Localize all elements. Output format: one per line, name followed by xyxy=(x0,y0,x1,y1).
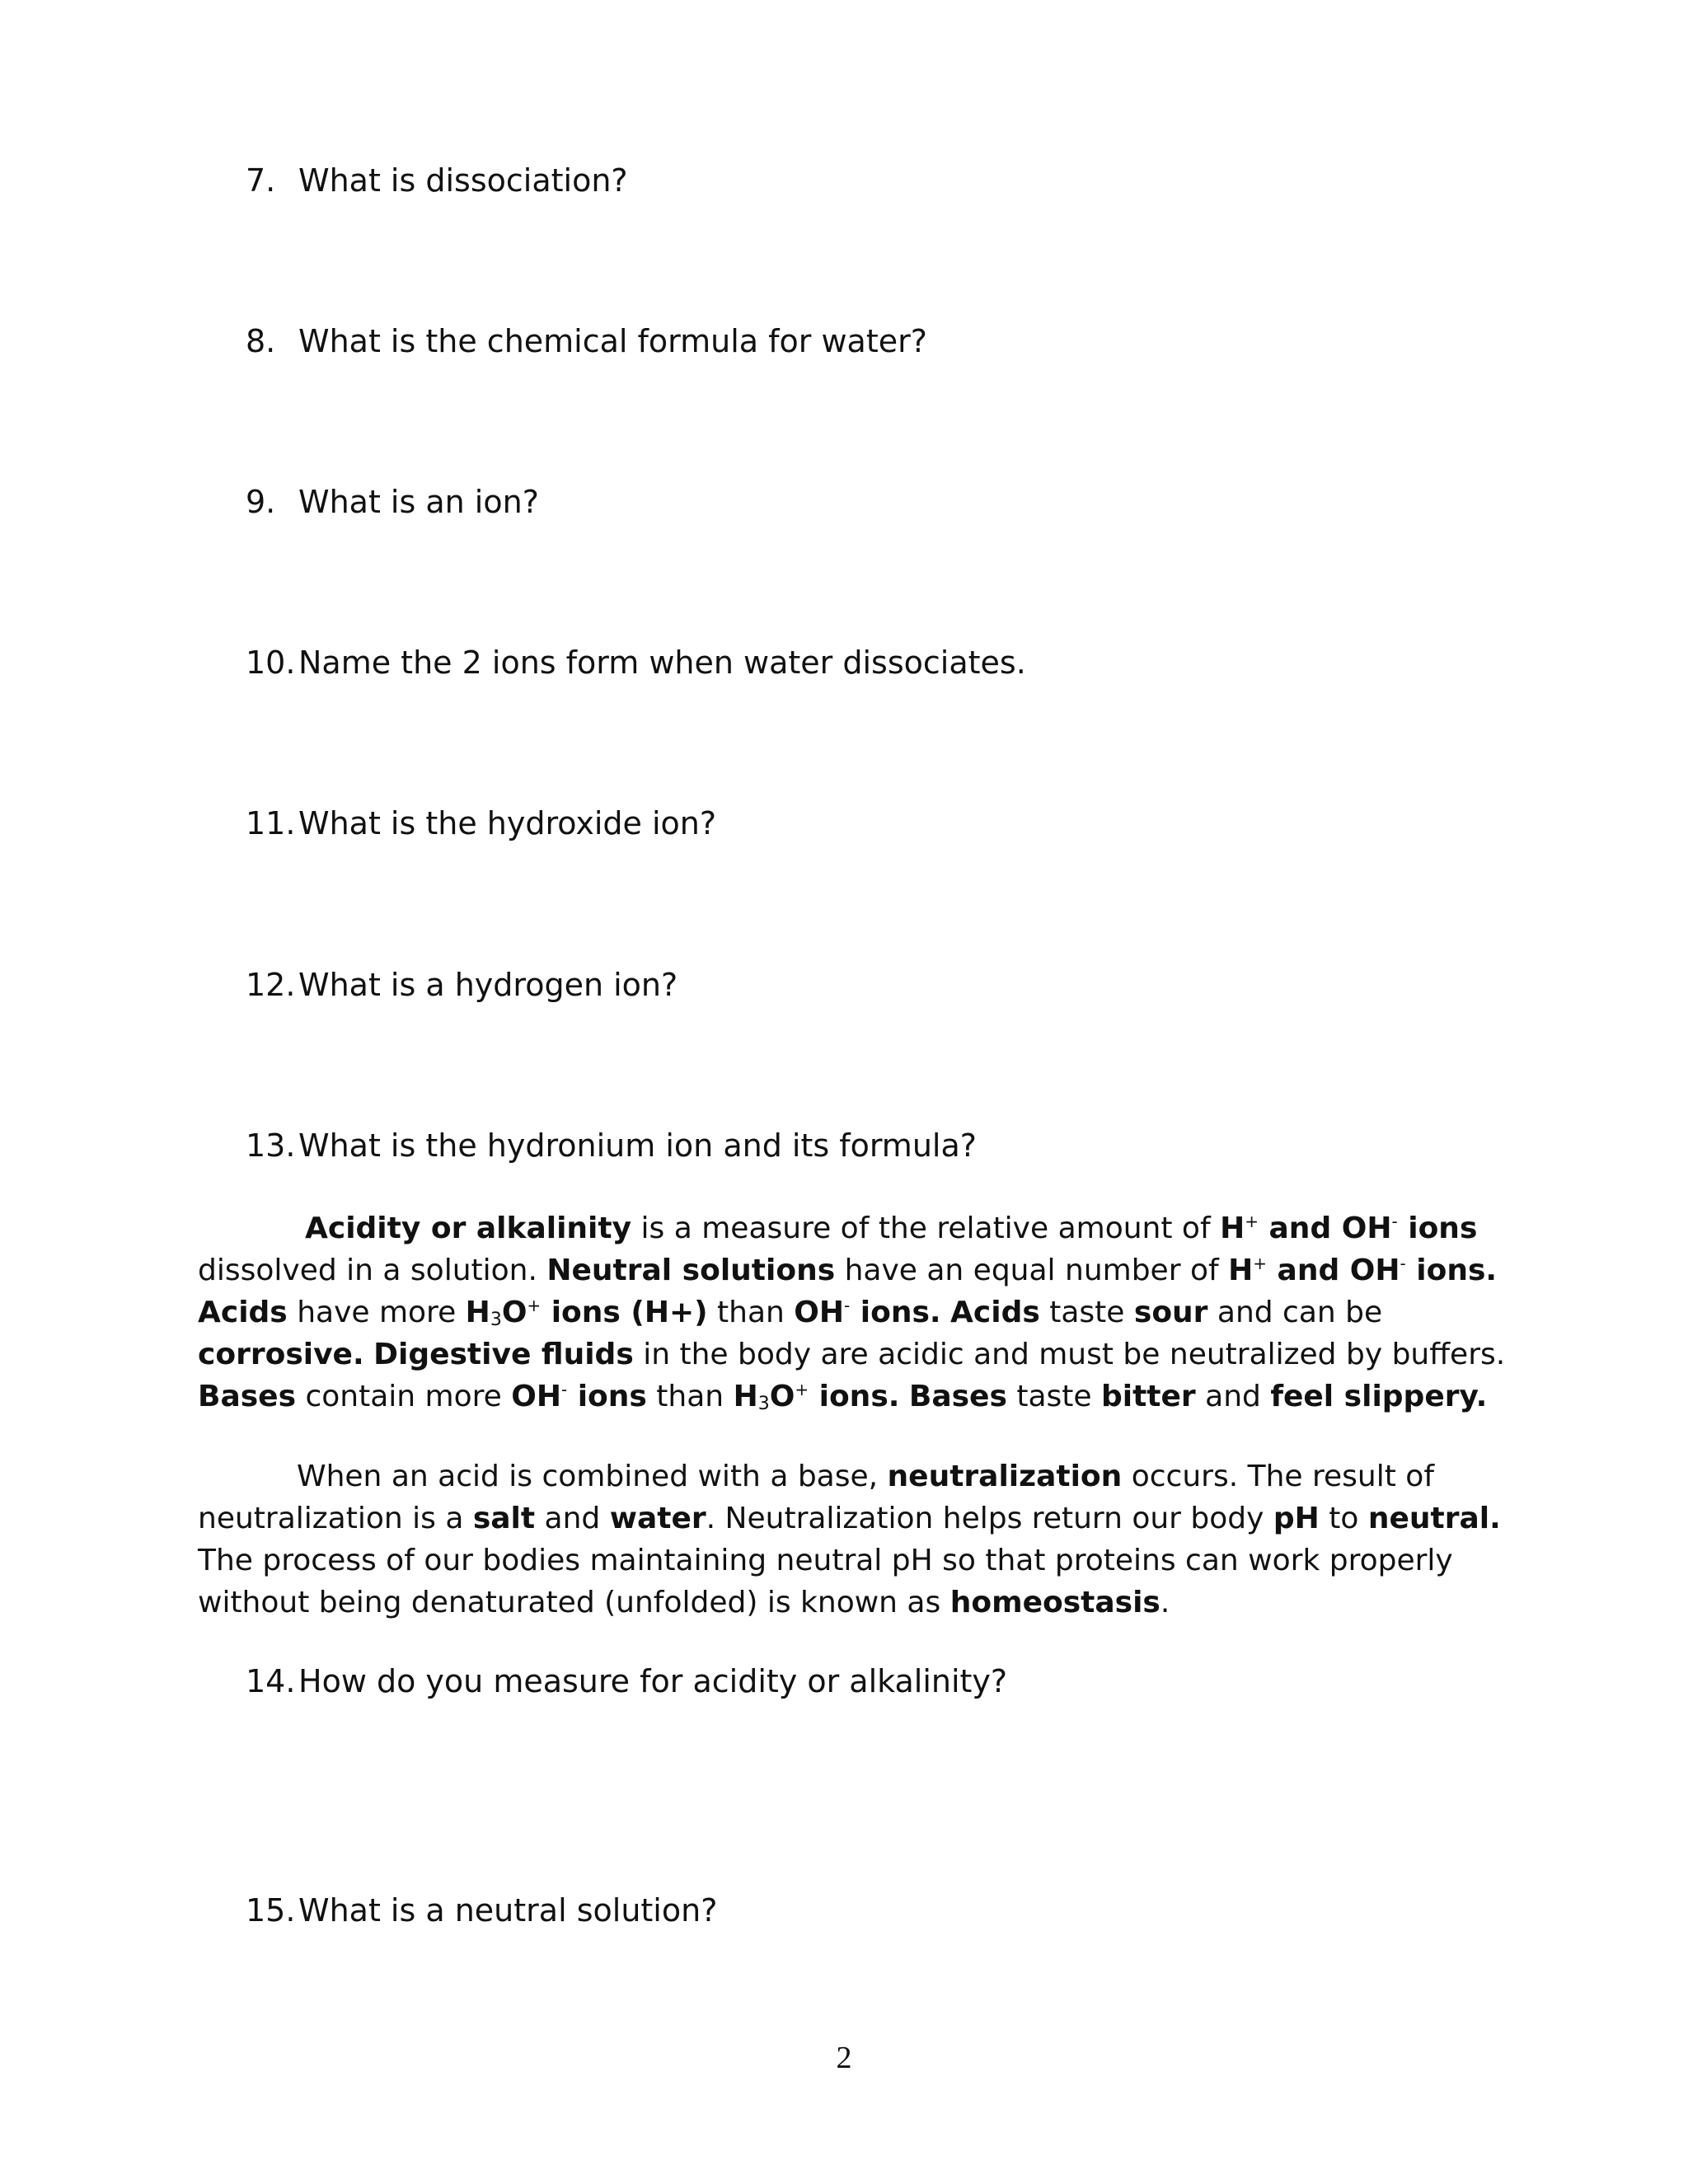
term-bases: Bases xyxy=(908,1380,1007,1413)
term-sour: sour xyxy=(1133,1296,1208,1329)
para-text xyxy=(364,1338,373,1371)
formula-h3o: O xyxy=(501,1296,528,1329)
para-text xyxy=(899,1380,908,1413)
superscript: - xyxy=(1391,1212,1398,1231)
para-text: contain more xyxy=(296,1380,512,1413)
question-8 xyxy=(246,322,927,360)
formula-oh: and OH xyxy=(1267,1254,1400,1287)
term-ions: ions. xyxy=(850,1296,941,1329)
para-text: . Neutralization helps return our body xyxy=(706,1502,1273,1535)
term-neutral-solutions: Neutral solutions xyxy=(546,1254,836,1287)
question-11 xyxy=(246,804,716,842)
para-text: dissolved in a solution. xyxy=(198,1254,547,1287)
formula-h3o: H xyxy=(465,1296,490,1329)
question-13 xyxy=(246,1127,977,1165)
formula-h3o: H xyxy=(733,1380,758,1413)
subscript: 3 xyxy=(490,1310,502,1330)
term-neutralization: neutralization xyxy=(887,1460,1123,1493)
question-number: 13. xyxy=(246,1127,296,1164)
para-text: and can be xyxy=(1207,1296,1383,1329)
question-text: Name the 2 ions form when water dissociates. xyxy=(298,644,1026,681)
formula-oh: OH xyxy=(511,1380,561,1413)
term-ph: pH xyxy=(1273,1502,1320,1535)
acidity-paragraph xyxy=(198,1207,1508,1418)
superscript: + xyxy=(1245,1212,1259,1231)
question-text: How do you measure for acidity or alkalinity? xyxy=(298,1663,1008,1699)
question-text: What is dissociation? xyxy=(298,162,628,199)
para-text: . xyxy=(1160,1586,1170,1619)
superscript: - xyxy=(560,1380,568,1399)
question-number: 8. xyxy=(246,323,276,359)
question-text: What is a hydrogen ion? xyxy=(298,967,678,1003)
para-text: taste xyxy=(1039,1296,1134,1329)
term-digestive-fluids: Digestive fluids xyxy=(373,1338,634,1371)
superscript: - xyxy=(844,1296,851,1315)
para-text: and xyxy=(1195,1380,1271,1413)
term-acids: Acids xyxy=(950,1296,1040,1329)
formula-oh: and OH xyxy=(1258,1212,1392,1245)
question-number: 12. xyxy=(246,967,296,1003)
question-12 xyxy=(246,966,678,1004)
term-bases: Bases xyxy=(198,1380,297,1413)
formula-h: H xyxy=(1228,1254,1254,1287)
para-text: occurs. The result of neutralization is a xyxy=(198,1460,1434,1535)
term-salt: salt xyxy=(472,1502,536,1535)
question-text: What is the hydronium ion and its formula? xyxy=(298,1127,977,1164)
para-text: is a measure of the relative amount of xyxy=(631,1212,1221,1245)
question-14 xyxy=(246,1662,1007,1700)
question-number: 14. xyxy=(246,1663,296,1699)
question-number: 9. xyxy=(246,484,276,520)
question-15 xyxy=(246,1891,717,1929)
question-text: What is a neutral solution? xyxy=(298,1892,718,1929)
para-text: taste xyxy=(1006,1380,1101,1413)
term-ions: ions. xyxy=(809,1380,900,1413)
term-ions: ions xyxy=(1397,1212,1478,1245)
question-text: What is an ion? xyxy=(298,484,539,520)
superscript: - xyxy=(1400,1254,1406,1273)
term-feel-slippery: feel slippery. xyxy=(1270,1380,1488,1413)
para-text: to xyxy=(1319,1502,1368,1535)
superscript: + xyxy=(1253,1254,1267,1273)
question-7 xyxy=(246,162,628,199)
term-ions: ions xyxy=(567,1380,647,1413)
question-text: What is the chemical formula for water? xyxy=(298,323,927,359)
para-text xyxy=(941,1296,950,1329)
subscript: 3 xyxy=(757,1394,770,1414)
para-text: have an equal number of xyxy=(835,1254,1229,1287)
question-9 xyxy=(246,483,539,521)
term-corrosive: corrosive. xyxy=(198,1338,364,1371)
term-water: water xyxy=(609,1502,706,1535)
question-number: 11. xyxy=(246,805,296,841)
para-text: in the body are acidic and must be neutralized by buffers. xyxy=(633,1338,1506,1371)
para-text: than xyxy=(646,1380,734,1413)
para-text: than xyxy=(707,1296,795,1329)
formula-h3o: O xyxy=(769,1380,795,1413)
question-10 xyxy=(246,644,1026,682)
formula-h: H xyxy=(1220,1212,1245,1245)
para-text: When an acid is combined with a base, xyxy=(297,1460,888,1493)
question-number: 15. xyxy=(246,1892,296,1929)
question-number: 7. xyxy=(246,162,276,199)
neutralization-paragraph xyxy=(198,1455,1508,1624)
term-ions: ions. xyxy=(1405,1254,1498,1287)
term-acids: Acids xyxy=(198,1296,288,1329)
superscript: + xyxy=(527,1296,542,1315)
term-ions-h: ions (H+) xyxy=(541,1296,708,1329)
formula-oh: OH xyxy=(794,1296,845,1329)
term-acidity-alkalinity: Acidity or alkalinity xyxy=(305,1212,632,1245)
para-text: The process of our bodies maintaining neutral pH so that proteins can work properly without being denaturated (unfolded) is known as xyxy=(198,1544,1453,1619)
term-homeostasis: homeostasis xyxy=(950,1586,1160,1619)
para-text: have more xyxy=(287,1296,466,1329)
question-number: 10. xyxy=(246,644,296,681)
superscript: + xyxy=(795,1380,809,1399)
term-neutral: neutral. xyxy=(1367,1502,1501,1535)
term-bitter: bitter xyxy=(1100,1380,1196,1413)
para-text: and xyxy=(535,1502,610,1535)
page-number: 2 xyxy=(836,2041,852,2075)
question-text: What is the hydroxide ion? xyxy=(298,805,717,841)
